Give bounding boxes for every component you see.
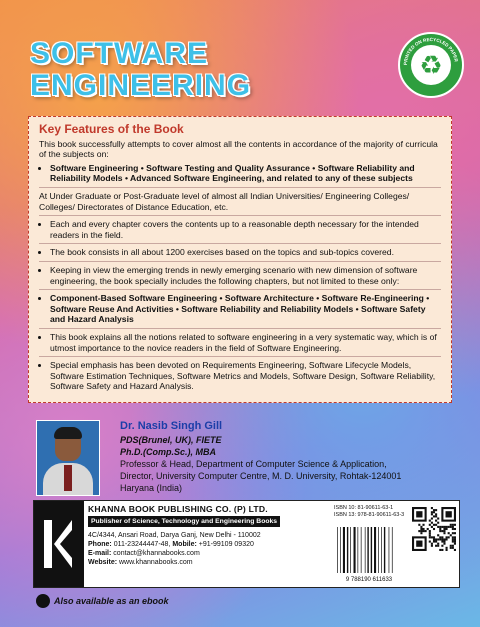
barcode-bar [343, 527, 345, 573]
feature-item: • Special emphasis has been devoted on Requirements Engineering, Software Lifecycle Models, Software Estimation Techniques, Software Metrics and Models, Software Design, Software Reliability, Software Safety and Hazard Analysis. [50, 360, 441, 392]
feature-item: • Each and every chapter covers the contents up to a reasonable depth necessary for the intended readers in the field. [50, 219, 441, 240]
barcode-bar [365, 527, 366, 573]
qr-cell [437, 517, 439, 519]
qr-cell [454, 528, 456, 530]
features-list [39, 219, 441, 240]
qr-cell [454, 524, 456, 526]
email-label: E-mail: [88, 550, 112, 557]
qr-cell [450, 547, 452, 549]
barcode-bar [392, 527, 393, 573]
key-features-panel [28, 116, 452, 403]
qr-cell [429, 532, 431, 534]
photo-hair [54, 427, 82, 439]
qr-cell [443, 530, 445, 532]
publisher-logo-mark [42, 516, 76, 572]
qr-cell [446, 536, 448, 538]
qr-cell [448, 526, 450, 528]
qr-cell [435, 509, 437, 511]
feature-item: • This book explains all the notions related to software engineering in a very systematic way, which is of utmost importance to the novice readers in the field of Software Engineering. [50, 332, 441, 353]
qr-cell [435, 513, 437, 515]
qr-cell [448, 536, 450, 538]
publisher-website-line [88, 558, 328, 567]
publisher-logo-icon [34, 501, 84, 587]
qr-cell [441, 541, 443, 543]
divider [39, 243, 441, 244]
phone-value: 011-23244447-48, [113, 541, 171, 548]
qr-cell [439, 526, 441, 528]
qr-cell [454, 549, 456, 551]
book-title [30, 38, 251, 102]
author-role-3: Haryana (India) [120, 483, 183, 493]
qr-cell [454, 541, 456, 543]
features-list [39, 332, 441, 353]
qr-cell [441, 526, 443, 528]
barcode-bar [384, 527, 385, 573]
qr-cell [437, 522, 439, 524]
features-list [39, 360, 441, 392]
qr-code-icon [412, 507, 456, 551]
qr-cell [441, 536, 443, 538]
phone-label: Phone: [88, 541, 112, 548]
qr-cell [441, 530, 443, 532]
photo-tie [64, 465, 72, 491]
qr-cell [452, 541, 454, 543]
qr-cell [452, 538, 454, 540]
qr-cell [435, 538, 437, 540]
ebook-icon [36, 594, 50, 608]
qr-cell [443, 543, 445, 545]
qr-cell [429, 530, 431, 532]
author-qualification-2: Ph.D.(Comp.Sc.), MBA [120, 447, 216, 457]
qr-cell [439, 528, 441, 530]
barcode-icon [334, 505, 404, 583]
divider [39, 261, 441, 262]
feature-item: • Keeping in view the emerging trends in newly emerging scenario with new dimension of software engineering, the book specially includes the following chapters, but not limited to these only: [50, 265, 441, 286]
email-value: contact@khannabooks.com [113, 550, 200, 557]
qr-cell [433, 541, 435, 543]
qr-cell [433, 524, 435, 526]
qr-cell [437, 534, 439, 536]
svg-text:PRINTED ON RECYCLED PAPER: PRINTED ON RECYCLED PAPER [402, 36, 459, 66]
author-qualification-1: PDS(Brunel, UK), FIETE [120, 435, 222, 445]
author-role-1: Professor & Head, Department of Computer Science & Application, [120, 459, 387, 469]
qr-cell [431, 545, 433, 547]
qr-cell [422, 530, 424, 532]
qr-cell [452, 526, 454, 528]
ebook-availability: Also available as an ebook [54, 596, 169, 606]
features-list [39, 265, 441, 286]
qr-cell [439, 530, 441, 532]
publisher-email-line [88, 549, 328, 558]
qr-cell [429, 520, 431, 522]
recycled-paper-badge [398, 32, 464, 98]
divider [39, 215, 441, 216]
qr-finder [446, 511, 452, 517]
subjects-item: • Software Engineering • Software Testing and Quality Assurance • Software Reliability and Reliability Models • Advanced Software Engineering, and related to any of these subjects [50, 163, 441, 184]
features-intro: This book successfully attempts to cover almost all the contents in accordance of the majority of curricula of the subjects on: [39, 138, 438, 160]
publisher-address: 4C/4344, Ansari Road, Darya Ganj, New Delhi - 110002 [88, 532, 261, 539]
qr-cell [452, 545, 454, 547]
qr-cell [435, 524, 437, 526]
qr-cell [429, 536, 431, 538]
qr-cell [446, 526, 448, 528]
qr-cell [454, 536, 456, 538]
qr-cell [431, 536, 433, 538]
subjects-list [39, 163, 441, 184]
author-photo [36, 420, 100, 496]
qr-cell [431, 543, 433, 545]
qr-cell [439, 538, 441, 540]
qr-cell [454, 532, 456, 534]
divider [39, 328, 441, 329]
barcode-bar [371, 527, 372, 573]
qr-cell [450, 524, 452, 526]
barcode-bar [350, 527, 351, 573]
website-value: www.khannabooks.com [119, 559, 193, 566]
qr-cell [429, 541, 431, 543]
publisher-box [33, 500, 460, 588]
qr-cell [420, 526, 422, 528]
barcode-bar [337, 527, 338, 573]
qr-cell [443, 541, 445, 543]
qr-cell [443, 532, 445, 534]
mobile-label: Mobile: [172, 541, 197, 548]
qr-cell [450, 534, 452, 536]
qr-cell [420, 532, 422, 534]
barcode-bar [367, 527, 368, 573]
barcode-bar [358, 527, 359, 573]
qr-cell [433, 538, 435, 540]
isbn-13: ISBN 13: 978-81-90611-63-3 [334, 512, 405, 518]
qr-cell [420, 528, 422, 530]
qr-cell [454, 538, 456, 540]
qr-cell [431, 511, 433, 513]
qr-cell [437, 545, 439, 547]
qr-cell [441, 549, 443, 551]
qr-cell [429, 534, 431, 536]
qr-cell [443, 526, 445, 528]
qr-cell [422, 528, 424, 530]
qr-cell [435, 545, 437, 547]
qr-cell [437, 543, 439, 545]
chapters-list [39, 293, 441, 325]
qr-cell [435, 515, 437, 517]
badge-ring-text [400, 34, 462, 96]
barcode-bar [389, 527, 390, 573]
qr-cell [441, 538, 443, 540]
qr-cell [437, 538, 439, 540]
qr-cell [429, 524, 431, 526]
qr-cell [433, 528, 435, 530]
barcode-bar [374, 527, 376, 573]
level-text: At Under Graduate or Post-Graduate level of almost all Indian Universities/ Engineering Colleges/ Colleges/ Directorates of Distance Education, etc. [39, 190, 410, 212]
qr-cell [452, 547, 454, 549]
barcode-bar [354, 527, 356, 573]
qr-cell [441, 545, 443, 547]
qr-cell [435, 541, 437, 543]
qr-cell [422, 524, 424, 526]
qr-cell [427, 528, 429, 530]
barcode-bar [347, 527, 348, 573]
qr-cell [450, 526, 452, 528]
qr-cell [443, 528, 445, 530]
qr-cell [431, 507, 433, 509]
mobile-value: +91-99109 09320 [198, 541, 254, 548]
divider [39, 187, 441, 188]
qr-cell [452, 524, 454, 526]
isbn-10: ISBN 10: 81-90611-63-1 [334, 505, 394, 511]
qr-cell [446, 549, 448, 551]
qr-cell [433, 509, 435, 511]
qr-cell [454, 543, 456, 545]
title-line-2: ENGINEERING [30, 69, 252, 102]
divider [39, 289, 441, 290]
qr-cell [431, 517, 433, 519]
qr-cell [443, 538, 445, 540]
qr-cell [431, 513, 433, 515]
barcode-bar [378, 527, 379, 573]
recycle-icon: ♻ [411, 45, 451, 85]
qr-cell [448, 532, 450, 534]
qr-cell [437, 526, 439, 528]
publisher-details [88, 505, 328, 567]
publisher-tagline: Publisher of Science, Technology and Engineering Books [88, 516, 280, 527]
qr-cell [452, 532, 454, 534]
qr-cell [431, 526, 433, 528]
qr-cell [433, 536, 435, 538]
publisher-name: KHANNA BOOK PUBLISHING CO. (P) LTD. [88, 504, 268, 514]
author-name: Dr. Nasib Singh Gill [120, 420, 223, 432]
chapters-item: • Component-Based Software Engineering • Software Architecture • Software Re-Engineering • Software Reuse And Activities • Software Reliability and Reliability Models • Software Safety and Hazard Analysis [50, 293, 441, 325]
qr-cell [446, 547, 448, 549]
website-label: Website: [88, 559, 118, 566]
qr-cell [425, 530, 427, 532]
qr-cell [433, 515, 435, 517]
barcode-bar [361, 527, 362, 573]
qr-cell [446, 538, 448, 540]
publisher-phone-line [88, 540, 328, 549]
qr-cell [420, 530, 422, 532]
qr-finder [416, 541, 422, 547]
features-list [39, 247, 441, 258]
divider [39, 356, 441, 357]
qr-cell [450, 545, 452, 547]
qr-cell [431, 522, 433, 524]
qr-cell [452, 536, 454, 538]
qr-cell [435, 520, 437, 522]
qr-cell [418, 524, 420, 526]
qr-cell [452, 528, 454, 530]
barcode-number: 9 788190 611633 [345, 577, 393, 583]
qr-cell [433, 511, 435, 513]
feature-item: • The book consists in all about 1200 exercises based on the topics and sub-topics covered. [50, 247, 441, 258]
title-line-1: SOFTWARE [30, 37, 208, 70]
barcode-bar [340, 527, 341, 573]
author-role-2: Director, University Computer Centre, M. D. University, Rohtak-124001 [120, 471, 402, 481]
qr-cell [418, 530, 420, 532]
barcode-bar [381, 527, 382, 573]
qr-finder [416, 511, 422, 517]
qr-cell [439, 536, 441, 538]
features-heading: Key Features of the Book [39, 122, 184, 136]
qr-cell [439, 549, 441, 551]
qr-cell [446, 528, 448, 530]
